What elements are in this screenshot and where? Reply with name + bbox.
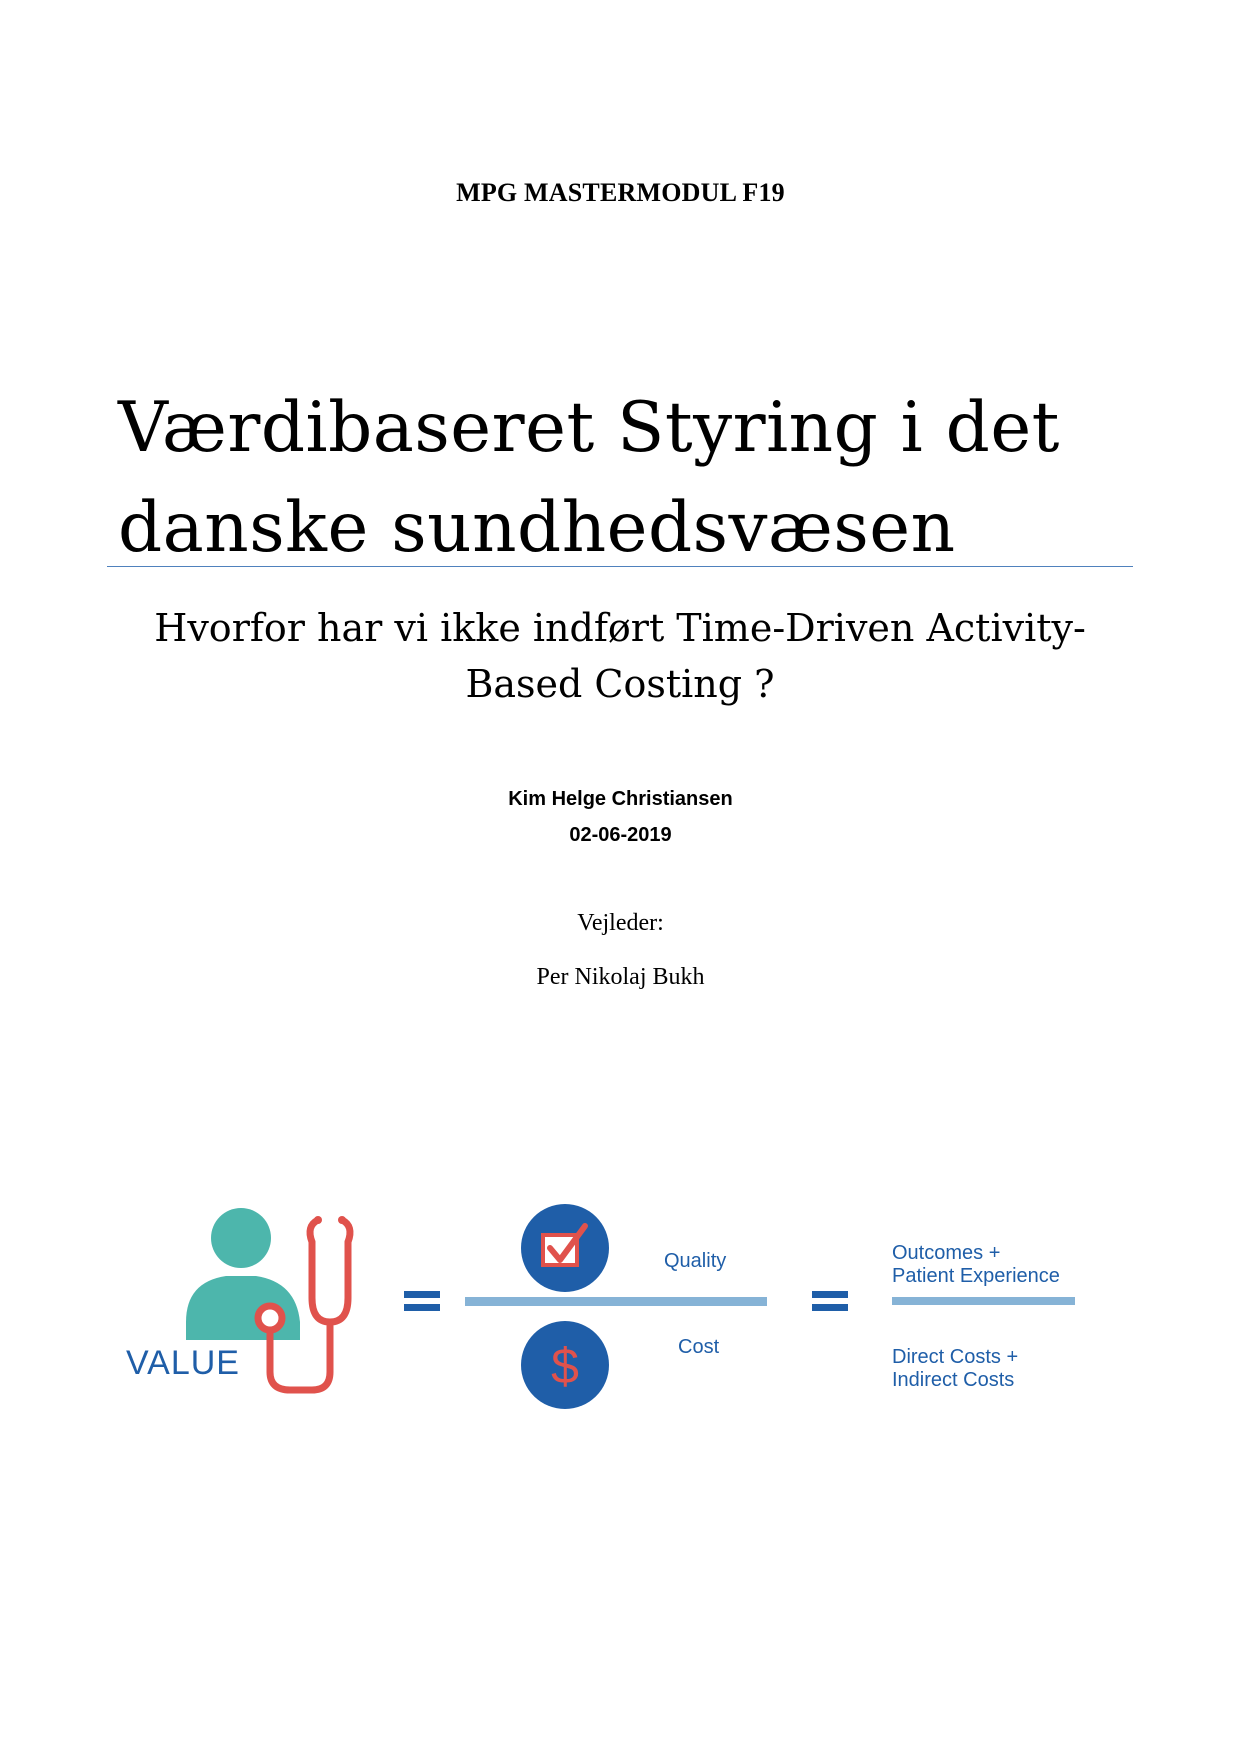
numerator-line-1: Outcomes + bbox=[892, 1242, 1001, 1264]
dollar-icon bbox=[521, 1321, 609, 1409]
equals-icon-2 bbox=[812, 1291, 848, 1311]
denominator-line-2: Indirect Costs bbox=[892, 1369, 1015, 1391]
supervisor-label: Vejleder: bbox=[577, 910, 664, 936]
denominator-line-1: Direct Costs + bbox=[892, 1346, 1019, 1368]
title-line-2: danske sundhedsvæsen bbox=[118, 488, 956, 568]
document-title bbox=[118, 378, 1118, 578]
quality-label: Quality bbox=[664, 1250, 727, 1272]
author-name: Kim Helge Christiansen bbox=[508, 788, 733, 810]
module-header: MPG MASTERMODUL F19 bbox=[456, 178, 785, 207]
stethoscope-earpiece-left bbox=[314, 1216, 322, 1224]
value-equation-figure bbox=[0, 1190, 1241, 1430]
fraction-bar-left bbox=[465, 1297, 767, 1306]
value-equation-graphic bbox=[0, 1190, 1241, 1430]
subtitle-line-2: Based Costing ? bbox=[465, 662, 775, 706]
subtitle-line-1: Hvorfor har vi ikke indført Time-Driven Activity- bbox=[154, 606, 1086, 650]
value-label: VALUE bbox=[126, 1344, 240, 1382]
stethoscope-earpiece-right bbox=[338, 1216, 346, 1224]
fraction-bar-right bbox=[892, 1297, 1075, 1305]
svg-text:$: $ bbox=[551, 1338, 579, 1394]
title-line-1: Værdibaseret Styring i det bbox=[118, 388, 1060, 468]
equals-icon bbox=[404, 1291, 440, 1311]
supervisor-name: Per Nikolaj Bukh bbox=[536, 964, 705, 990]
numerator-line-2: Patient Experience bbox=[892, 1265, 1060, 1287]
cost-label: Cost bbox=[678, 1336, 720, 1358]
title-divider bbox=[107, 566, 1133, 567]
stethoscope-icon bbox=[258, 1220, 350, 1390]
checkbox-icon bbox=[521, 1204, 609, 1292]
document-subtitle bbox=[120, 600, 1120, 712]
document-date: 02-06-2019 bbox=[569, 824, 672, 846]
